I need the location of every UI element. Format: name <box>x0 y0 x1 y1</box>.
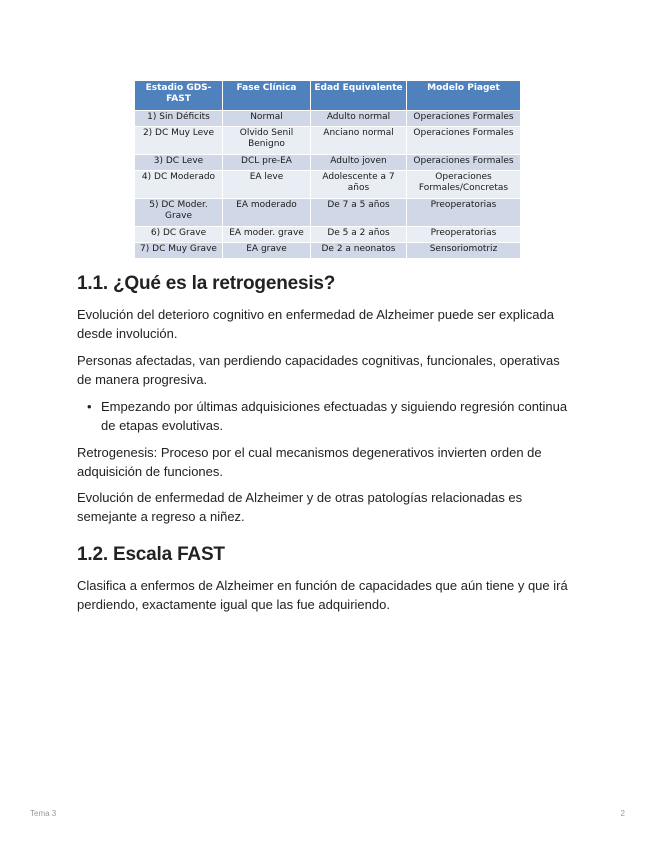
section-1-paragraph-3: Retrogenesis: Proceso por el cual mecanismos degenerativos invierten orden de adquisición de funciones. <box>77 445 542 479</box>
section-1-bullet-list <box>77 397 577 435</box>
table-row <box>135 171 521 199</box>
table-row <box>135 199 521 227</box>
table-cell: Operaciones Formales <box>407 111 521 127</box>
section-1-paragraph-4: Evolución de enfermedad de Alzheimer y de otras patologías relacionadas es semejante a regreso a niñez. <box>77 490 523 524</box>
table-cell: De 7 a 5 años <box>311 199 407 227</box>
fast-stage-table <box>134 80 521 259</box>
table-cell: 2) DC Muy Leve <box>135 127 223 155</box>
table-row <box>135 155 521 171</box>
bullet-text: Empezando por últimas adquisiciones efectuadas y siguiendo regresión continua de etapas evolutivas. <box>101 399 568 433</box>
table-cell: EA grave <box>223 243 311 259</box>
table-cell: Preoperatorias <box>407 227 521 243</box>
section-1-paragraph-2: Personas afectadas, van perdiendo capacidades cognitivas, funcionales, operativas de manera progresiva. <box>77 353 560 387</box>
table-cell: 1) Sin Déficits <box>135 111 223 127</box>
table-cell: De 2 a neonatos <box>311 243 407 259</box>
table-cell: Sensoriomotriz <box>407 243 521 259</box>
table-cell: DCL pre-EA <box>223 155 311 171</box>
table-row <box>135 127 521 155</box>
section-2-title: 1.2. Escala FAST <box>77 544 225 565</box>
section-1-title: 1.1. ¿Qué es la retrogenesis? <box>77 273 336 294</box>
header-piaget-model: Modelo Piaget <box>407 81 521 111</box>
table-row <box>135 243 521 259</box>
table-cell: Normal <box>223 111 311 127</box>
table-cell: Adulto joven <box>311 155 407 171</box>
header-clinical-phase: Fase Clínica <box>223 81 311 111</box>
table-cell: Preoperatorias <box>407 199 521 227</box>
table-cell: Adolescente a 7 años <box>311 171 407 199</box>
table-cell: 7) DC Muy Grave <box>135 243 223 259</box>
table-row <box>135 227 521 243</box>
section-1-paragraph-1: Evolución del deterioro cognitivo en enfermedad de Alzheimer puede ser explicada desde involución. <box>77 307 554 341</box>
section-2-paragraph-1: Clasifica a enfermos de Alzheimer en función de capacidades que aún tiene y que irá perdiendo, exactamente igual que las fue adquiriendo. <box>77 578 568 612</box>
table-cell: Olvido Senil Benigno <box>223 127 311 155</box>
table-cell: Adulto normal <box>311 111 407 127</box>
table-cell: 4) DC Moderado <box>135 171 223 199</box>
table-cell: EA moderado <box>223 199 311 227</box>
table-cell: De 5 a 2 años <box>311 227 407 243</box>
header-equivalent-age: Edad Equivalente <box>311 81 407 111</box>
table-cell: Anciano normal <box>311 127 407 155</box>
header-stage: Estadio GDS-FAST <box>135 81 223 111</box>
table-cell: 5) DC Moder. Grave <box>135 199 223 227</box>
table-cell: EA leve <box>223 171 311 199</box>
table-cell: EA moder. grave <box>223 227 311 243</box>
list-item <box>77 397 577 435</box>
table-cell: 6) DC Grave <box>135 227 223 243</box>
page-number: 2 <box>620 809 625 818</box>
table-cell: Operaciones Formales <box>407 127 521 155</box>
table-cell: Operaciones Formales <box>407 155 521 171</box>
footer-label: Tema 3 <box>30 809 57 818</box>
table-row <box>135 111 521 127</box>
table-cell: Operaciones Formales/Concretas <box>407 171 521 199</box>
bullet-dot-icon: • <box>87 399 92 414</box>
table-cell: 3) DC Leve <box>135 155 223 171</box>
table-header-row <box>135 81 521 111</box>
